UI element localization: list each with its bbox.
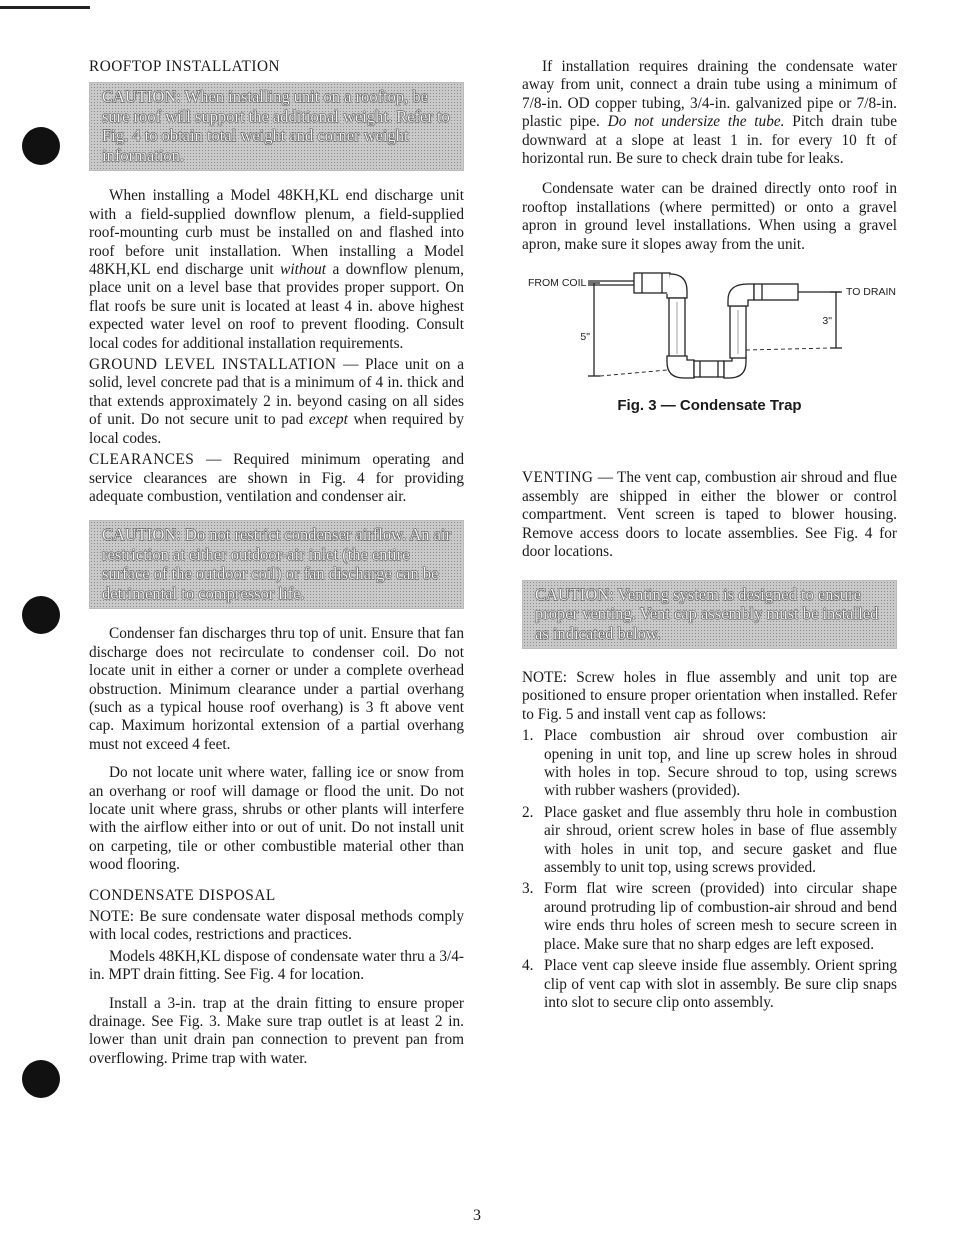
vent-cap-steps	[522, 727, 897, 1012]
venting-note: NOTE: Screw holes in flue assembly and unit top are positioned to ensure proper orientation when installed. Refer to Fig. 5 and install vent cap as follows:	[522, 669, 897, 723]
ground-level-paragraph: GROUND LEVEL INSTALLATION — Place unit on a solid, level concrete pad that is a minimum of 4 in. thick and that extends approximately 2 in. beyond casing on all sides of unit. Do not secure unit to pad except when required by local codes.	[89, 356, 464, 447]
venting-heading: VENTING	[522, 469, 594, 487]
caution-condenser-airflow: CAUTION: Do not restrict condenser airflow. An air restriction at either outdoor-air inlet (the entire surface of the outdoor coil) or fan discharge can be detrimental to compressor life.	[89, 520, 464, 609]
condensate-trap-diagram	[522, 264, 902, 389]
top-rule	[0, 6, 90, 9]
from-coil-label: FROM COIL	[528, 277, 587, 290]
three-inch-dimension: 3"	[822, 315, 832, 328]
list-item: 3. Form flat wire screen (provided) into circular shape around protruding lip of combustion-air shroud and bend wire ends thru holes of screen mesh to secure screen in place. Make sure that no sharp edges are left exposed.	[522, 880, 897, 953]
condensate-trap-figure	[522, 264, 897, 389]
ground-level-heading: GROUND LEVEL INSTALLATION	[89, 356, 337, 374]
caution-rooftop-weight: CAUTION: When installing unit on a rooftop, be sure roof will support the additional weight. Refer to Fig. 4 to obtain total weight and corner weight information.	[89, 82, 464, 171]
list-item: 2. Place gasket and flue assembly thru hole in combustion air shroud, orient screw holes in base of flue assembly with holes in unit top, and secure gasket and flue assembly to unit top, using screws provided.	[522, 803, 897, 877]
clearances-paragraph: CLEARANCES — Required minimum operating and service clearances are shown in Fig. 4 for providing adequate combustion, ventilation and condenser air.	[89, 451, 464, 505]
five-inch-dimension: 5"	[580, 331, 590, 344]
right-column	[522, 58, 897, 1015]
condensate-paragraph-2: Install a 3-in. trap at the drain fitting to ensure proper drainage. See Fig. 3. Make sure trap outlet is at least 2 in. lower than unit drain pan connection to prevent pan from overflowing. Prime trap with water.	[89, 994, 464, 1067]
rooftop-installation-heading: ROOFTOP INSTALLATION	[89, 58, 281, 75]
figure-caption: Fig. 3 — Condensate Trap	[617, 397, 802, 415]
to-drain-label: TO DRAIN	[846, 286, 896, 299]
drain-paragraph-2: Condensate water can be drained directly onto roof in rooftop installations (where permitted) or onto a gravel apron in ground level installations. When using a gravel apron, make sure it slopes away from the unit.	[522, 180, 897, 253]
condenser-paragraph-1: Condenser fan discharges thru top of unit. Ensure that fan discharge does not recirculate to condenser coil. Do not locate unit in either a corner or under a complete overhead obstruction. Minimum clearance under a partial overhang (such as a typical house roof overhang) is 3 ft above vent cap. Maximum horizontal extension of a partial overhang must not exceed 4 feet.	[89, 625, 464, 753]
condensate-paragraph-1: Models 48KH,KL dispose of condensate water thru a 3/4-in. MPT drain fitting. See Fig. 4 for location.	[89, 947, 464, 984]
page-number: 3	[473, 1207, 481, 1224]
list-item: 1. Place combustion air shroud over combustion air opening in unit top, and line up screw holes in shroud with holes in top. Secure shroud to top, using screws with rubber washers (provided).	[522, 727, 897, 800]
binder-hole-middle	[22, 596, 60, 634]
drain-paragraph-1: If installation requires draining the condensate water away from unit, connect a drain tube using a minimum of 7/8-in. OD copper tubing, 3/4-in. galvanized pipe or 7/8-in. plastic pipe. Do not undersize the tube. Pitch drain tube downward at a slope at least 1 in. for every 10 ft of horizontal run. Be sure to check drain tube for leaks.	[522, 58, 897, 168]
left-column	[89, 58, 464, 1071]
condensate-disposal-heading: CONDENSATE DISPOSAL	[89, 886, 276, 904]
venting-paragraph: VENTING — The vent cap, combustion air shroud and flue assembly are shipped in either the blower or control compartment. Vent screen is taped to blower housing. Remove access doors to locate assemblies. See Fig. 4 for door locations.	[522, 469, 897, 561]
condenser-paragraph-2: Do not locate unit where water, falling ice or snow from an overhang or roof will damage or flood the unit. Do not locate unit where grass, shrubs or other plants will interfere with the airflow either into or out of unit. Do not install unit on carpeting, tile or other combustible material other than wood flooring.	[89, 764, 464, 874]
binder-hole-top	[22, 127, 60, 165]
caution-venting: CAUTION: Venting system is designed to ensure proper venting. Vent cap assembly must be installed as indicated below.	[522, 580, 897, 650]
binder-hole-bottom	[22, 1060, 60, 1098]
list-item: 4. Place vent cap sleeve inside flue assembly. Orient spring clip of vent cap with slot in assembly. Be sure clip snaps into slot to secure clip onto assembly.	[522, 957, 897, 1011]
condensate-note: NOTE: Be sure condensate water disposal methods comply with local codes, restrictions and practices.	[89, 908, 464, 944]
clearances-heading: CLEARANCES	[89, 451, 195, 469]
rooftop-paragraph: When installing a Model 48KH,KL end discharge unit with a field-supplied downflow plenum, a field-supplied roof-mounting curb must be installed on and flashed into roof before unit installation. When installing a Model 48KH,KL end discharge unit without a downflow plenum, place unit on a level base that provides proper support. On flat roofs be sure unit is located at least 4 in. above highest expected water level on roof to prevent flooding. Consult local codes for additional installation requirements.	[89, 187, 464, 352]
